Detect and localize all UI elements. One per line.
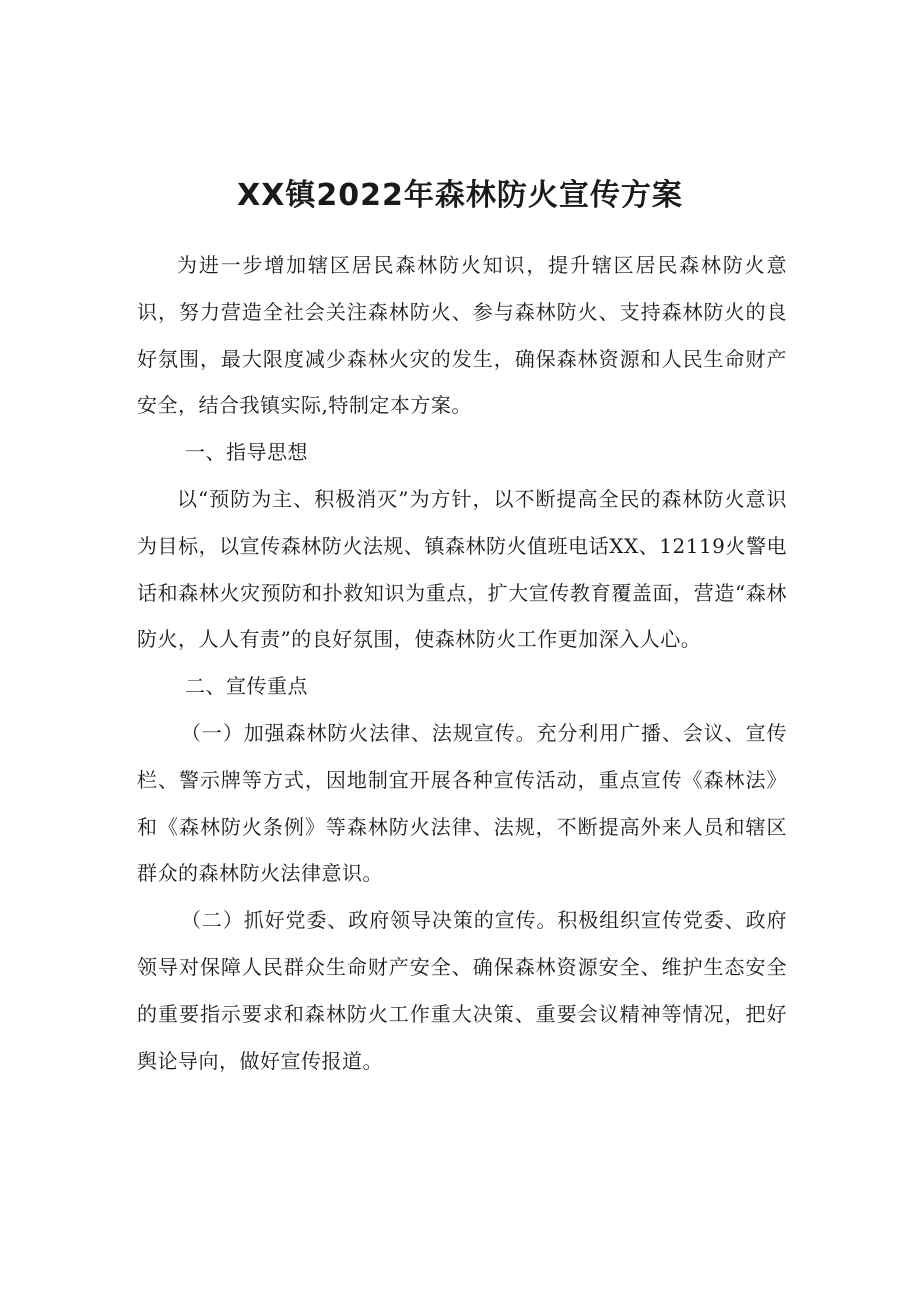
document-title: XX镇2022年森林防火宣传方案	[237, 178, 683, 213]
publicity-focus-item-1: （一）加强森林防火法律、法规宣传。充分利用广播、会议、宣传栏、警示牌等方式，因地制宜开展各种宣传活动，重点宣传《森林法》和《森林防火条例》等森林防火法律、法规，不断提高外来人员和辖区群众的森林防火法律意识。	[137, 720, 787, 886]
intro-paragraph: 为进一步增加辖区居民森林防火知识，提升辖区居民森林防火意识，努力营造全社会关注森林防火、参与森林防火、支持森林防火的良好氛围，最大限度减少森林火灾的发生，确保森林资源和人民生命财产安全，结合我镇实际,特制定本方案。	[137, 253, 787, 418]
document-body	[137, 242, 787, 1084]
section-heading-guiding-ideology: 一、指导思想	[185, 440, 308, 465]
publicity-focus-item-2: （二）抓好党委、政府领导决策的宣传。积极组织宣传党委、政府领导对保障人民群众生命财产安全、确保森林资源安全、维护生态安全的重要指示要求和森林防火工作重大决策、重要会议精神等情况，把好舆论导向，做好宣传报道。	[137, 908, 787, 1073]
section-heading-publicity-focus: 二、宣传重点	[185, 674, 308, 699]
guiding-ideology-paragraph: 以“预防为主、积极消灭”为方针，以不断提高全民的森林防火意识为目标，以宣传森林防火法规、镇森林防火值班电话XX、12119火警电话和森林火灾预防和扑救知识为重点，扩大宣传教育覆盖面，营造“森林防火，人人有责”的良好氛围，使森林防火工作更加深入人心。	[137, 486, 787, 652]
